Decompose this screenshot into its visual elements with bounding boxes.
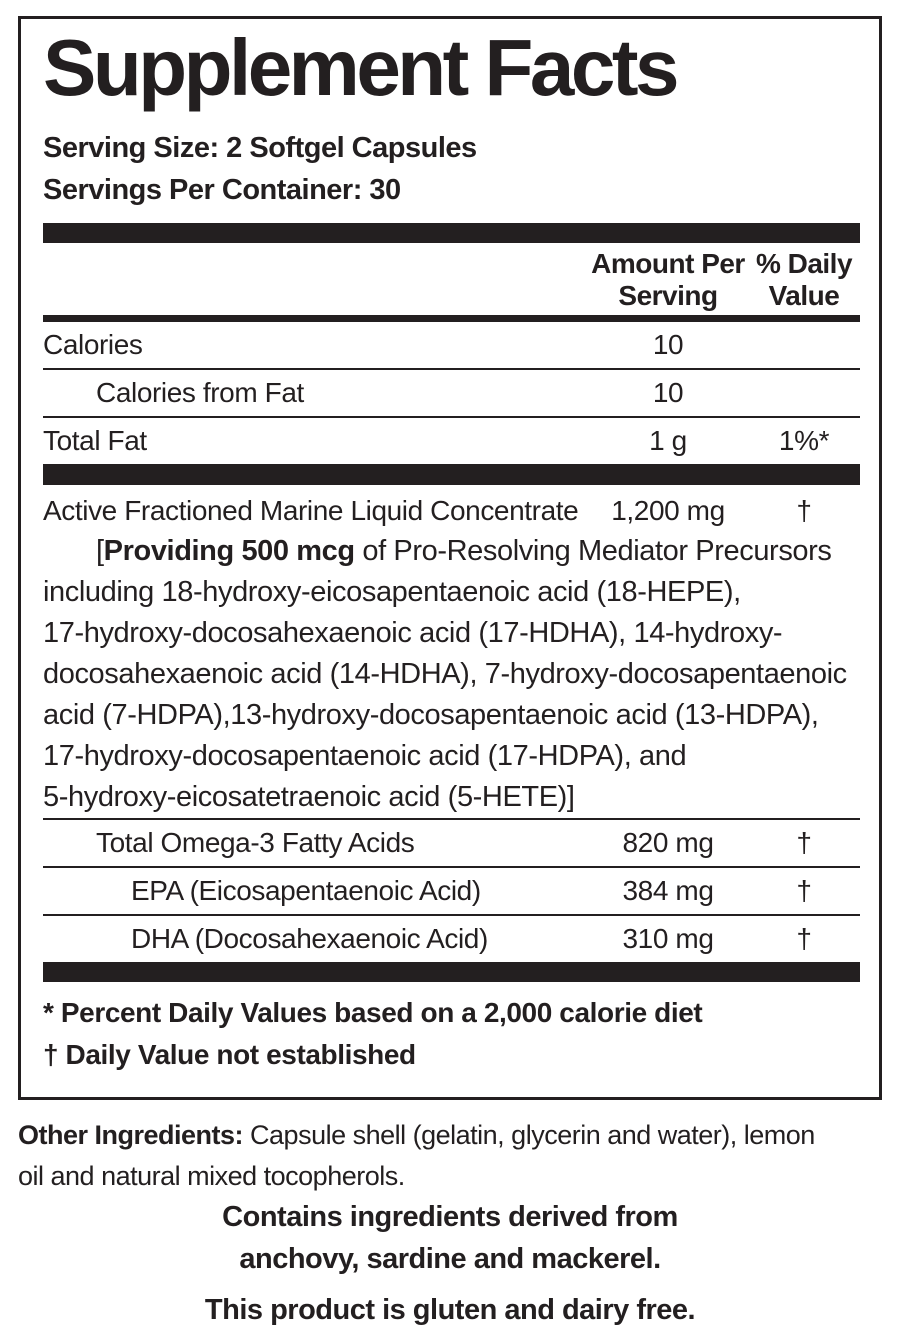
detail-line: acid (7-HDPA),13-hydroxy-docosapentaenoic acid (13-HDPA), — [43, 698, 819, 731]
row-daily-value: † — [796, 874, 812, 906]
marine-concentrate-detail — [43, 531, 860, 818]
row-amount: 1 g — [649, 424, 687, 456]
row-label: DHA (Docosahexaenoic Acid) — [131, 922, 488, 954]
panel-title: Supplement Facts — [43, 23, 677, 112]
serving-info — [43, 127, 860, 211]
detail-line: 5-hydroxy-eicosatetraenoic acid (5-HETE)] — [43, 780, 575, 813]
other-ingredients — [18, 1115, 888, 1197]
detail-intro-rest: of Pro-Resolving Mediator Precursors — [354, 534, 832, 567]
footnote-percent-daily-value: * Percent Daily Values based on a 2,000 calorie diet — [43, 996, 703, 1028]
row-daily-value: † — [796, 922, 812, 954]
row-marine-concentrate — [43, 485, 860, 531]
separator-bar-bottom — [43, 962, 860, 982]
other-ingredients-heading: Other Ingredients: — [18, 1120, 244, 1150]
row-amount: 820 mg — [622, 826, 714, 858]
footnote-daily-value-not-established: † Daily Value not established — [43, 1038, 416, 1070]
footnotes — [43, 992, 860, 1076]
derived-from-line2: anchovy, sardine and mackerel. — [239, 1243, 661, 1275]
row-total-fat — [43, 418, 860, 464]
header-heavy-rule — [43, 315, 860, 322]
row-amount: 10 — [652, 328, 684, 360]
detail-line: including 18-hydroxy-eicosapentaenoic acid (18-HEPE), — [43, 575, 741, 608]
row-calories-from-fat — [43, 370, 860, 416]
gluten-dairy-free-note: This product is gluten and dairy free. — [204, 1294, 696, 1326]
row-label: EPA (Eicosapentaenoic Acid) — [131, 874, 481, 906]
derived-from-line1: Contains ingredients derived from — [222, 1201, 678, 1233]
row-label: Total Omega-3 Fatty Acids — [96, 826, 415, 858]
detail-line: 17-hydroxy-docosapentaenoic acid (17-HDPA), and — [43, 739, 687, 772]
row-epa — [43, 868, 860, 914]
row-label: Calories — [43, 328, 143, 360]
detail-line: 17-hydroxy-docosahexaenoic acid (17-HDHA), 14-hydroxy- — [43, 616, 783, 649]
separator-bar-top — [43, 223, 860, 243]
row-amount: 384 mg — [622, 874, 714, 906]
detail-intro-bold: Providing 500 mcg — [103, 534, 355, 567]
row-calories — [43, 322, 860, 368]
column-header-amount-per-serving: Amount Per Serving — [591, 247, 745, 311]
other-ingredients-line1 — [18, 1115, 888, 1156]
row-daily-value: † — [796, 494, 812, 526]
row-amount: 10 — [652, 376, 684, 408]
row-label: Active Fractioned Marine Liquid Concentrate — [43, 494, 579, 526]
row-total-omega3 — [43, 820, 860, 866]
row-daily-value: † — [796, 826, 812, 858]
servings-per-container-line: Servings Per Container: 30 — [43, 173, 401, 206]
row-amount: 1,200 mg — [611, 494, 725, 526]
bottom-notes — [0, 1196, 900, 1331]
row-dha — [43, 916, 860, 962]
detail-line: docosahexaenoic acid (14-HDHA), 7-hydroxy-docosapentaenoic — [43, 657, 847, 690]
other-ingredients-line2: oil and natural mixed tocopherols. — [18, 1161, 405, 1191]
row-amount: 310 mg — [622, 922, 714, 954]
other-ingredients-text: Capsule shell (gelatin, glycerin and water), lemon — [243, 1120, 815, 1150]
supplement-facts-panel — [18, 16, 882, 1100]
table-column-headers — [43, 243, 860, 315]
detail-intro-line — [43, 531, 860, 572]
separator-bar-middle — [43, 464, 860, 485]
row-daily-value: 1%* — [778, 424, 830, 456]
serving-size-line: Serving Size: 2 Softgel Capsules — [43, 131, 477, 164]
row-label: Total Fat — [43, 424, 147, 456]
row-label: Calories from Fat — [96, 376, 304, 408]
detail-intro-prefix: [ — [96, 534, 104, 567]
column-header-percent-daily-value: % Daily Value — [755, 247, 853, 311]
